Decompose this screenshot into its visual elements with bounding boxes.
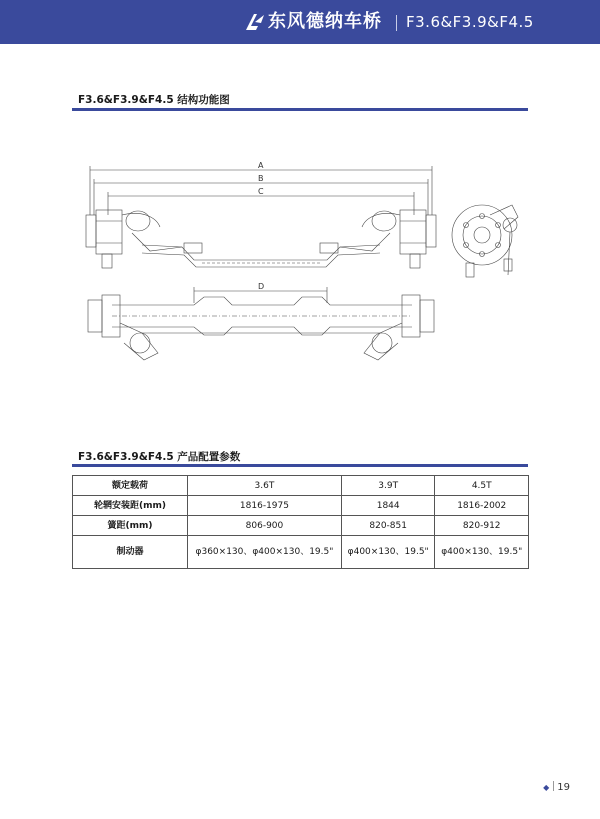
table-row [73, 496, 529, 516]
page-number: 19 [557, 782, 570, 793]
row-label-rim-mounting: 轮辋安装距(mm) [73, 496, 188, 516]
axle-structure-drawing [72, 155, 528, 370]
table-cell: φ360×130、φ400×130、19.5" [188, 536, 342, 569]
dimension-label-d: D [258, 282, 265, 291]
table-cell: φ400×130、19.5" [435, 536, 529, 569]
table-cell: 3.9T [341, 476, 435, 496]
page-footer [543, 781, 570, 793]
header-bar [0, 0, 600, 44]
table-cell: 1816-1975 [188, 496, 342, 516]
brand-logo-icon [244, 11, 266, 33]
table-cell: 806-900 [188, 516, 342, 536]
footer-divider [553, 781, 554, 791]
row-label-rated-load: 额定载荷 [73, 476, 188, 496]
table-row [73, 536, 529, 569]
table-row [73, 476, 529, 496]
dimension-label-b: B [258, 174, 264, 183]
dimension-label-a: A [258, 161, 264, 170]
section-rule-params [72, 464, 528, 467]
table-cell: 820-851 [341, 516, 435, 536]
product-params-table [72, 475, 529, 569]
table-cell: 820-912 [435, 516, 529, 536]
dimension-label-c: C [258, 187, 264, 196]
table-row [73, 516, 529, 536]
row-label-brake: 制动器 [73, 536, 188, 569]
row-label-spring-distance: 簧距(mm) [73, 516, 188, 536]
diamond-icon: ◆ [543, 783, 550, 792]
header-model: F3.6&F3.9&F4.5 [406, 13, 534, 31]
section-rule-structure [72, 108, 528, 111]
table-cell: φ400×130、19.5" [341, 536, 435, 569]
brand-name: 东风德纳车桥 [268, 11, 382, 32]
table-cell: 1844 [341, 496, 435, 516]
table-cell: 4.5T [435, 476, 529, 496]
header-divider [396, 15, 397, 31]
section-title-params: F3.6&F3.9&F4.5 产品配置参数 [78, 451, 241, 463]
section-title-structure: F3.6&F3.9&F4.5 结构功能图 [78, 94, 230, 106]
table-cell: 1816-2002 [435, 496, 529, 516]
table-cell: 3.6T [188, 476, 342, 496]
